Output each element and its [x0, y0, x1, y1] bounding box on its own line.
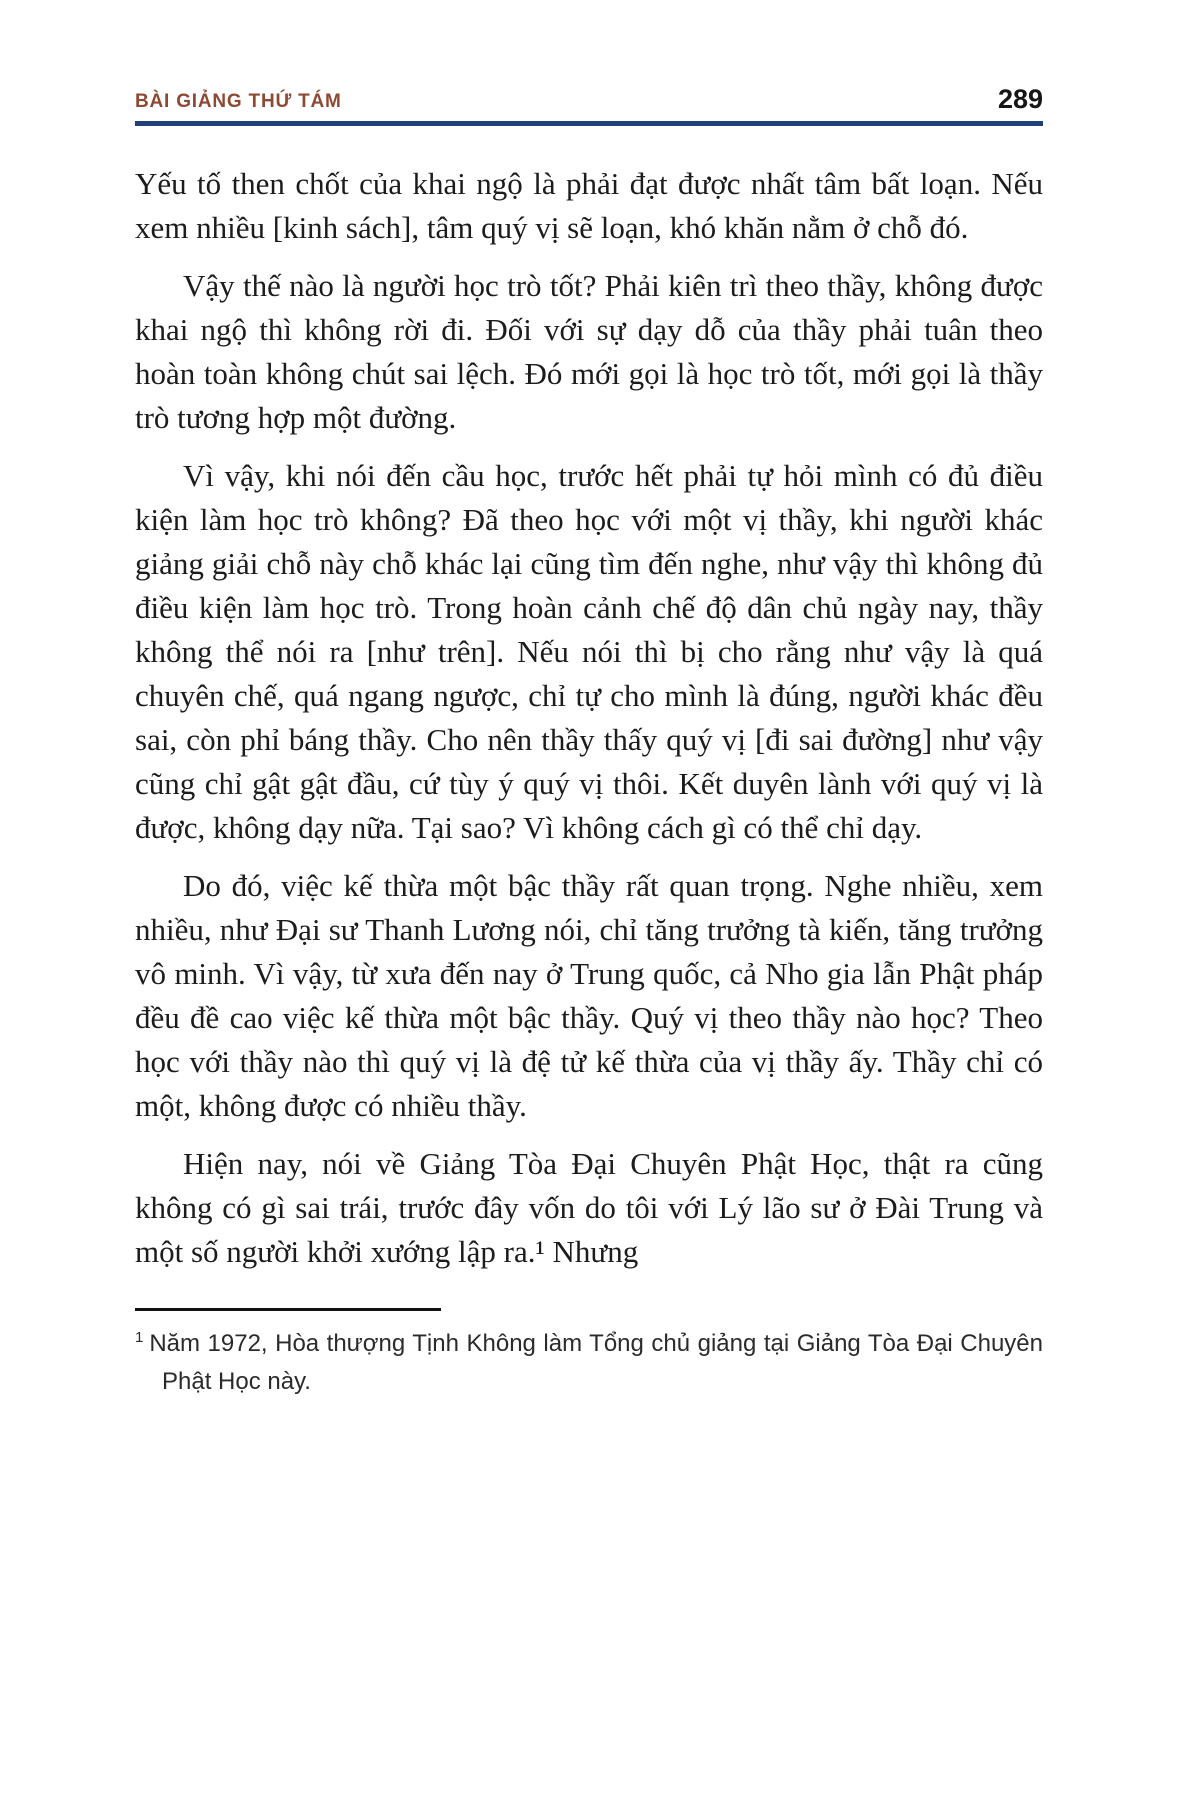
header-row [135, 86, 1043, 113]
page-body [135, 162, 1043, 1274]
footnote-text: Năm 1972, Hòa thượng Tịnh Không làm Tổng chủ giảng tại Giảng Tòa Đại Chuyên Phật Học này. [149, 1330, 1043, 1395]
paragraph-5: Hiện nay, nói về Giảng Tòa Đại Chuyên Phật Học, thật ra cũng không có gì sai trái, trước đây vốn do tôi với Lý lão sư ở Đài Trung và một số người khởi xướng lập ra.¹ Nhưng [135, 1146, 1043, 1269]
page-header [135, 86, 1043, 126]
footnote [135, 1325, 1043, 1401]
footnote-separator [135, 1308, 441, 1311]
running-title: BÀI GIẢNG THỨ TÁM [135, 91, 342, 112]
paragraph-2: Vậy thế nào là người học trò tốt? Phải kiên trì theo thầy, không được khai ngộ thì không rời đi. Đối với sự dạy dỗ của thầy phải tuân theo hoàn toàn không chút sai lệch. Đó mới gọi là học trò tốt, mới gọi là thầy trò tương hợp một đường. [135, 268, 1043, 435]
paragraph-3: Vì vậy, khi nói đến cầu học, trước hết phải tự hỏi mình có đủ điều kiện làm học trò không? Đã theo học với một vị thầy, khi người khác giảng giải chỗ này chỗ khác lại cũng tìm đến nghe, như vậy thì không đủ điều kiện làm học trò. Trong hoàn cảnh chế độ dân chủ ngày nay, thầy không thể nói ra [như trên]. Nếu nói thì bị cho rằng như vậy là quá chuyên chế, quá ngang ngược, chỉ tự cho mình là đúng, người khác đều sai, còn phỉ báng thầy. Cho nên thầy thấy quý vị [đi sai đường] như vậy cũng chỉ gật gật đầu, cứ tùy ý quý vị thôi. Kết duyên lành với quý vị là được, không dạy nữa. Tại sao? Vì không cách gì có thể chỉ dạy. [135, 458, 1043, 845]
footnote-section [135, 1308, 1043, 1401]
header-rule [135, 121, 1043, 126]
page-number: 289 [997, 84, 1043, 114]
paragraph-4: Do đó, việc kế thừa một bậc thầy rất quan trọng. Nghe nhiều, xem nhiều, như Đại sư Thanh Lương nói, chỉ tăng trưởng tà kiến, tăng trưởng vô minh. Vì vậy, từ xưa đến nay ở Trung quốc, cả Nho gia lẫn Phật pháp đều đề cao việc kế thừa một bậc thầy. Quý vị theo thầy nào học? Theo học với thầy nào thì quý vị là đệ tử kế thừa của vị thầy ấy. Thầy chỉ có một, không được có nhiều thầy. [135, 868, 1043, 1123]
paragraph-1: Yếu tố then chốt của khai ngộ là phải đạt được nhất tâm bất loạn. Nếu xem nhiều [kinh sách], tâm quý vị sẽ loạn, khó khăn nằm ở chỗ đó. [135, 166, 1043, 245]
footnote-marker: 1 [135, 1329, 144, 1346]
